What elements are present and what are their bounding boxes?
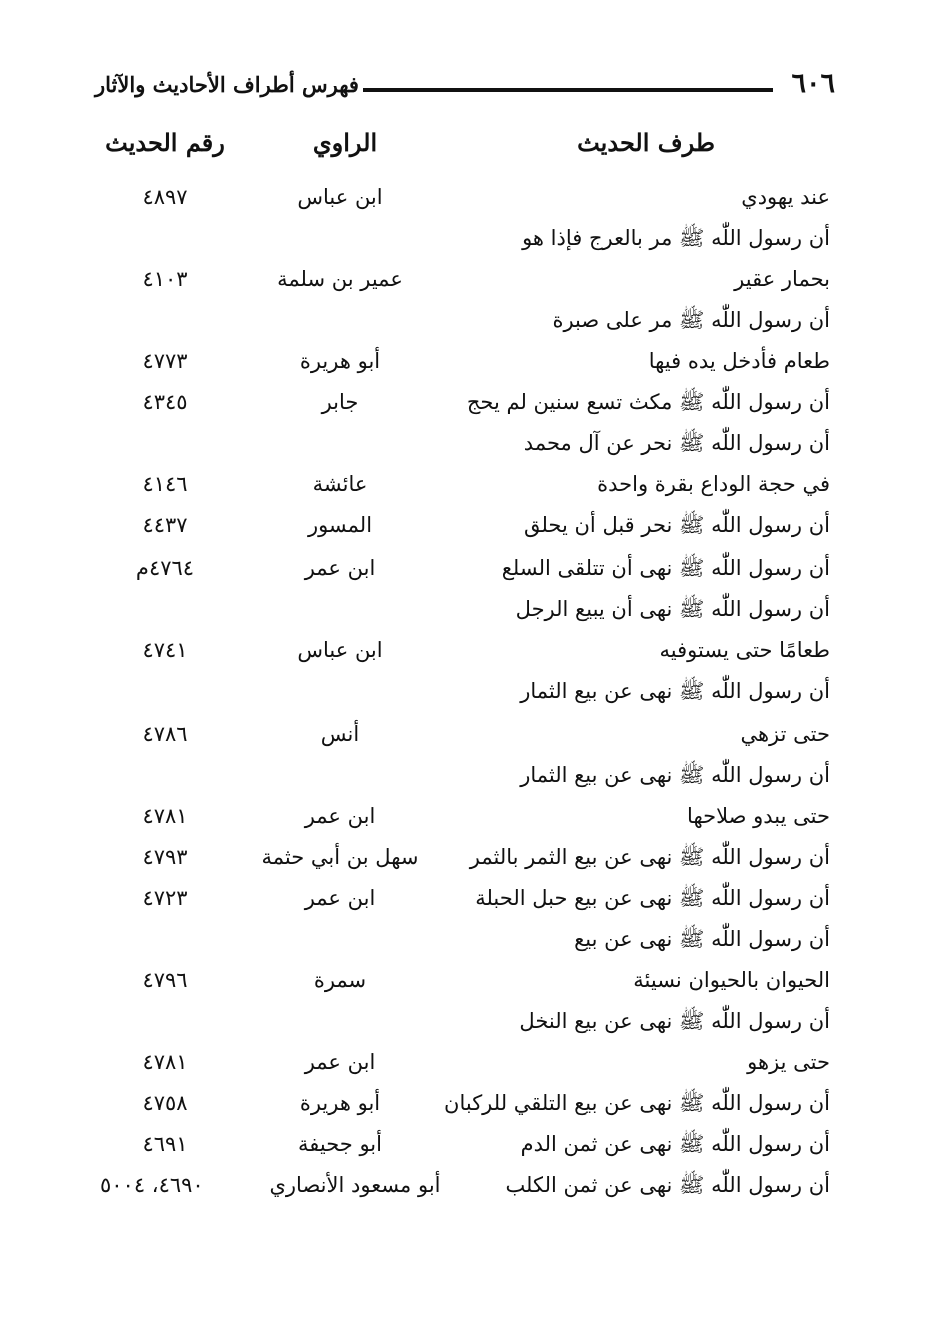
narrator: المسور	[307, 513, 373, 537]
narrator: ابن عباس	[297, 638, 383, 662]
narrator: عائشة	[312, 472, 368, 496]
hadith-text: أن رسول اللّٰه ﷺ نهى عن بيع التلقي للركبان	[444, 1091, 830, 1115]
narrator: أنس	[320, 722, 360, 746]
table-row	[0, 590, 925, 628]
page-number: ٦٠٦	[791, 68, 835, 99]
hadith-number: ٤٧٩٣	[142, 845, 188, 869]
hadith-text: أن رسول اللّٰه ﷺ مر بالعرج فإذا هو	[522, 226, 830, 250]
hadith-text: أن رسول اللّٰه ﷺ نهى عن بيع النخل	[519, 1009, 830, 1033]
narrator: أبو مسعود الأنصاري	[269, 1173, 441, 1197]
hadith-number: ٤٧٨٦	[142, 722, 188, 746]
hadith-number: ٤٣٤٥	[142, 390, 188, 414]
narrator: ابن عباس	[297, 185, 383, 209]
hadith-text: عند يهودي	[741, 185, 830, 209]
table-row	[0, 465, 925, 503]
narrator: ابن عمر	[304, 1050, 376, 1074]
table-row	[0, 424, 925, 462]
hadith-number: ٤٧٥٨	[142, 1091, 188, 1115]
hadith-text: أن رسول اللّٰه ﷺ نهى عن بيع حبل الحبلة	[475, 886, 830, 910]
hadith-text: بحمار عقير	[734, 267, 830, 291]
column-header-narrator: الراوي	[312, 128, 378, 157]
hadith-text: في حجة الوداع بقرة واحدة	[597, 472, 830, 496]
narrator: أبو هريرة	[299, 349, 381, 373]
hadith-text: أن رسول اللّٰه ﷺ نهى أن يبيع الرجل	[515, 597, 830, 621]
hadith-number: ٤٨٩٧	[142, 185, 188, 209]
table-row	[0, 1125, 925, 1163]
hadith-text: أن رسول اللّٰه ﷺ نهى عن ثمن الكلب	[505, 1173, 830, 1197]
hadith-text: أن رسول اللّٰه ﷺ نهى أن تتلقى السلع	[501, 556, 830, 580]
hadith-text: حتى يبدو صلاحها	[687, 804, 830, 828]
hadith-number: ٤٤٣٧	[142, 513, 188, 537]
table-row	[0, 797, 925, 835]
running-title: فهرس أطراف الأحاديث والآثار	[95, 72, 359, 97]
column-header-hadith: طرف الحديث	[577, 128, 715, 157]
narrator: ابن عمر	[304, 804, 376, 828]
table-row	[0, 178, 925, 216]
table-row	[0, 219, 925, 257]
hadith-text: حتى يزهو	[747, 1050, 830, 1074]
hadith-number: ٤٧٨١	[142, 804, 188, 828]
hadith-number: ٤٧٤١	[142, 638, 188, 662]
hadith-text: أن رسول اللّٰه ﷺ نهى عن بيع الثمر بالثمر	[469, 845, 830, 869]
narrator: ابن عمر	[304, 556, 376, 580]
table-row	[0, 920, 925, 958]
narrator: أبو هريرة	[299, 1091, 381, 1115]
hadith-text: أن رسول اللّٰه ﷺ مر على صبرة	[552, 308, 830, 332]
table-row	[0, 756, 925, 794]
narrator: عمير بن سلمة	[277, 267, 403, 291]
table-row	[0, 1043, 925, 1081]
narrator: أبو جحيفة	[298, 1132, 382, 1156]
narrator: جابر	[321, 390, 359, 414]
table-row	[0, 301, 925, 339]
table-row	[0, 838, 925, 876]
hadith-number: ٤٧٢٣	[142, 886, 188, 910]
narrator: سمرة	[313, 968, 367, 992]
table-row	[0, 549, 925, 587]
table-row	[0, 879, 925, 917]
hadith-number: ٤٧٧٣	[142, 349, 188, 373]
hadith-number: ٤٧٦٤م	[135, 556, 195, 580]
table-row	[0, 1166, 925, 1204]
table-row	[0, 1084, 925, 1122]
hadith-text: الحيوان بالحيوان نسيئة	[633, 968, 830, 992]
table-row	[0, 342, 925, 380]
hadith-text: طعامًا حتى يستوفيه	[659, 638, 830, 662]
narrator: ابن عمر	[304, 886, 376, 910]
table-row	[0, 961, 925, 999]
hadith-number: ٤٦٩١	[142, 1132, 188, 1156]
hadith-text: أن رسول اللّٰه ﷺ نهى عن بيع الثمار	[520, 763, 830, 787]
table-row	[0, 506, 925, 544]
column-header-number: رقم الحديث	[105, 128, 225, 157]
hadith-text: أن رسول اللّٰه ﷺ مكث تسع سنين لم يحج	[466, 390, 830, 414]
hadith-text: أن رسول اللّٰه ﷺ نحر عن آل محمد	[523, 431, 830, 455]
hadith-number: ٤١٠٣	[142, 267, 188, 291]
hadith-text: حتى تزهي	[740, 722, 830, 746]
hadith-text: أن رسول اللّٰه ﷺ نهى عن بيع الثمار	[520, 679, 830, 703]
hadith-number: ٤٧٨١	[142, 1050, 188, 1074]
table-row	[0, 1002, 925, 1040]
hadith-number: ٤٧٩٦	[142, 968, 188, 992]
hadith-number: ٤١٤٦	[142, 472, 188, 496]
hadith-text: أن رسول اللّٰه ﷺ نهى عن ثمن الدم	[520, 1132, 830, 1156]
table-row	[0, 383, 925, 421]
narrator: سهل بن أبي حثمة	[261, 845, 419, 869]
hadith-text: أن رسول اللّٰه ﷺ نحر قبل أن يحلق	[523, 513, 830, 537]
table-row	[0, 672, 925, 710]
table-row	[0, 631, 925, 669]
table-row	[0, 715, 925, 753]
table-row	[0, 260, 925, 298]
hadith-number: ٤٦٩٠، ٥٠٠٤	[100, 1173, 204, 1197]
hadith-text: طعام فأدخل يده فيها	[648, 349, 830, 373]
hadith-text: أن رسول اللّٰه ﷺ نهى عن بيع	[574, 927, 830, 951]
